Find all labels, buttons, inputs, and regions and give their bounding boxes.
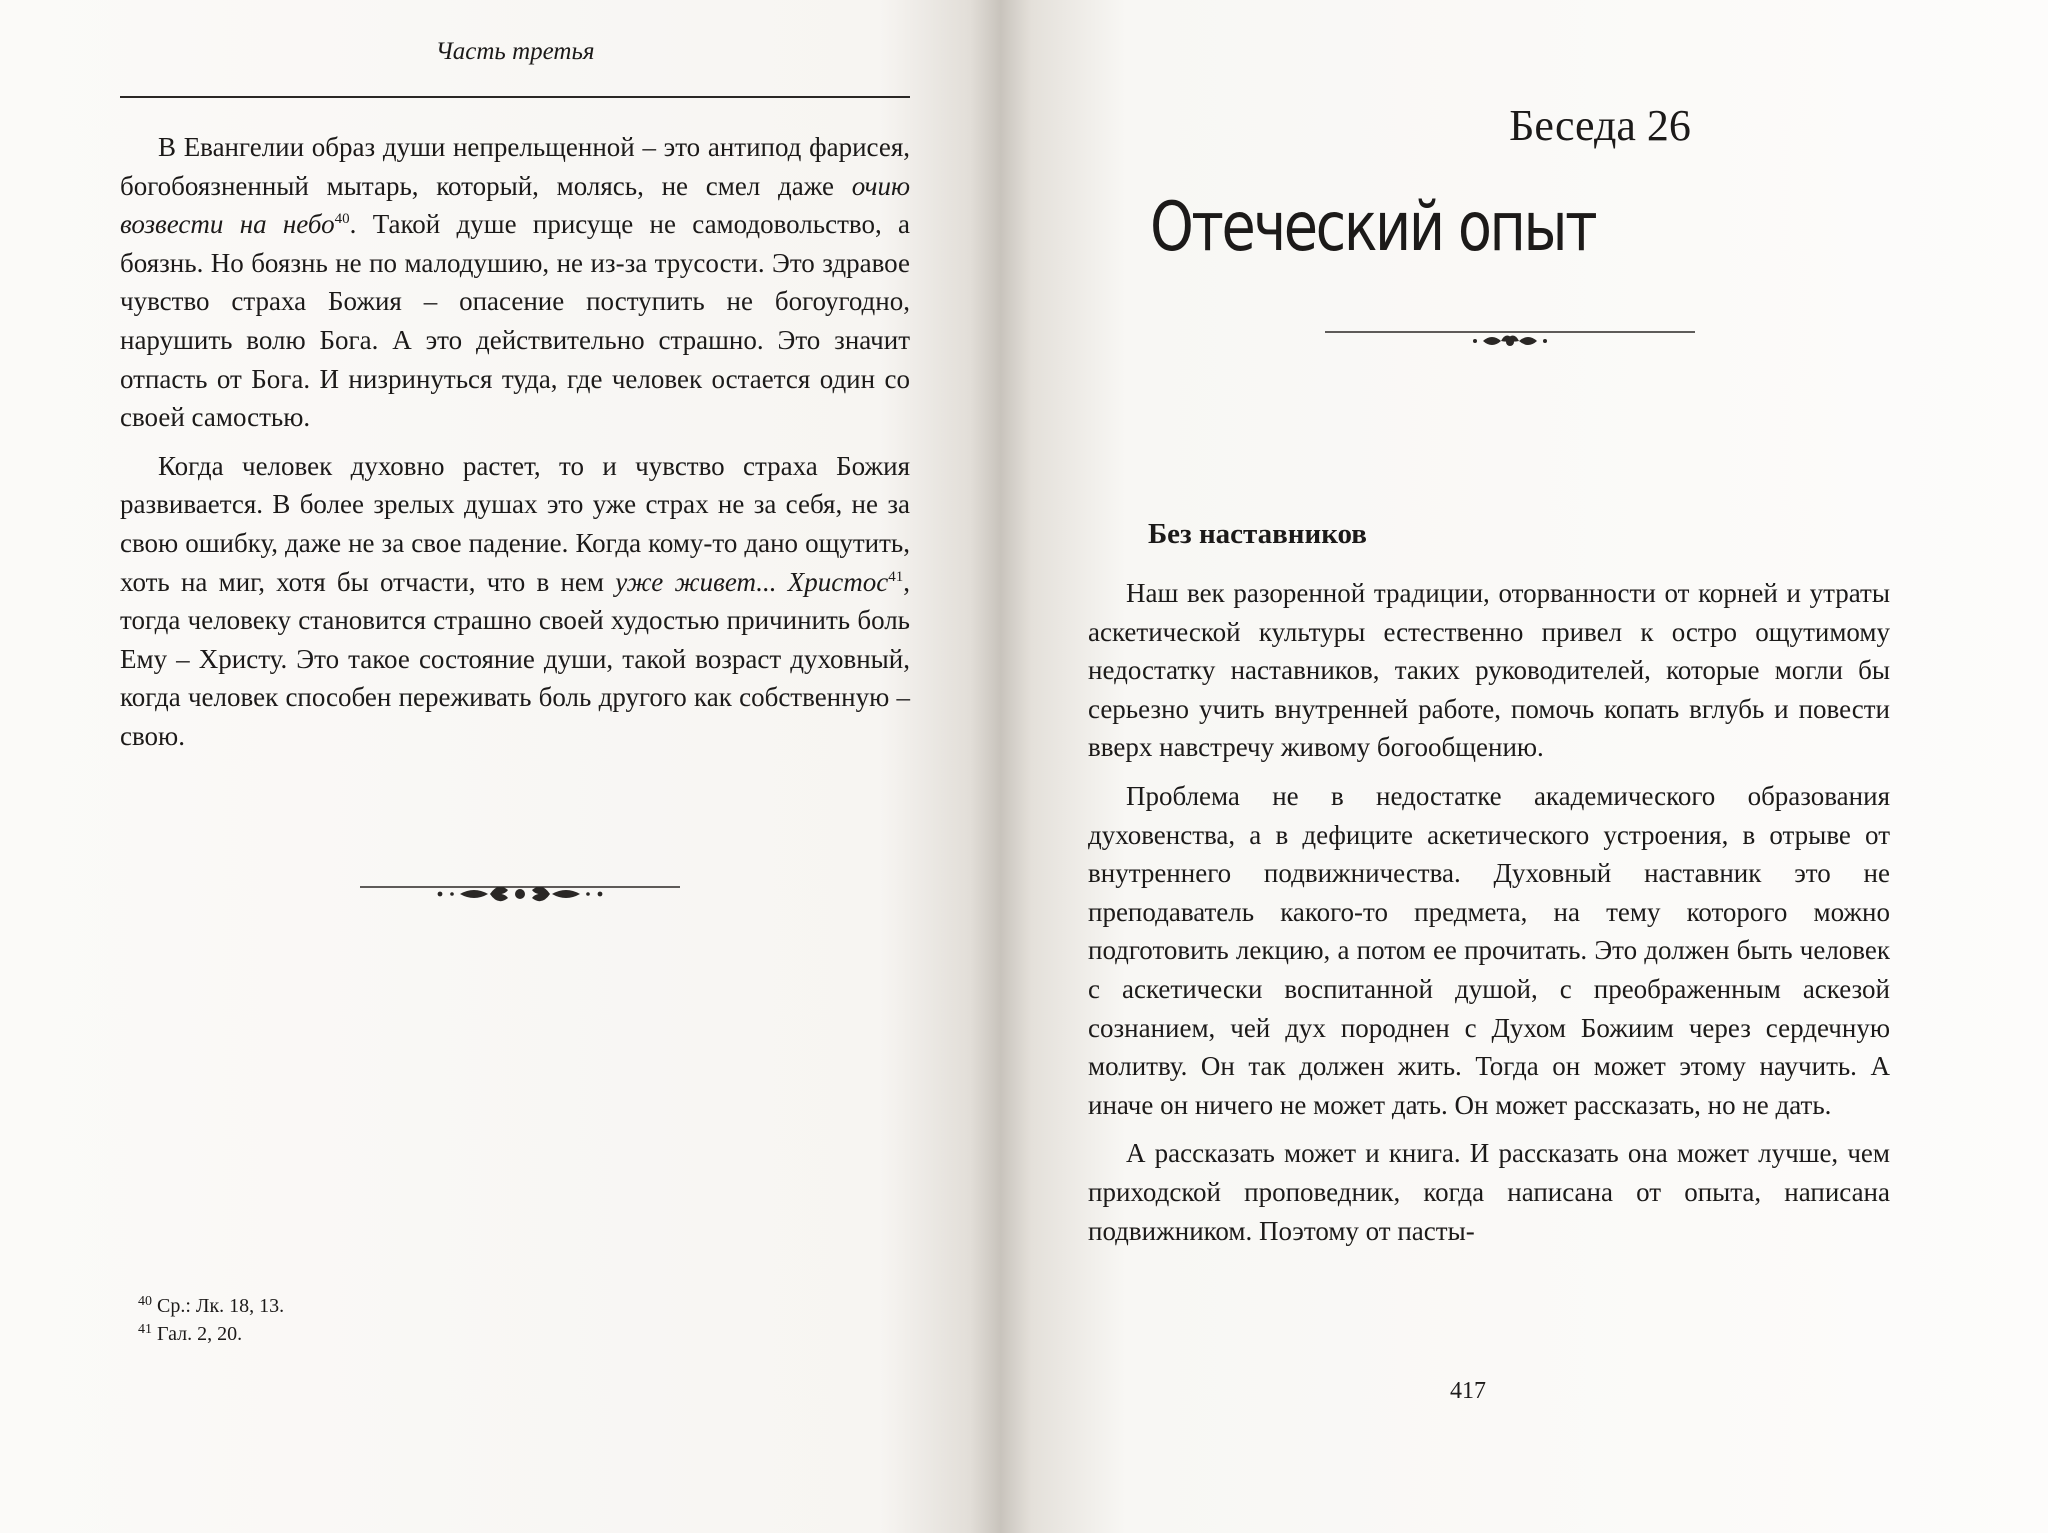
- paragraph: Наш век разоренной традиции, оторванности от корней и утраты аскетической культуры естественно привел к остро ощутимому недостатку наставников, таких руководителей, которые могли бы серьезно учить внутренней работе, помочь копать вглубь и повести вверх навстречу живому богообщению.: [1088, 578, 1890, 763]
- footnote: $^{40}$ Ср.: Лк. 18, 13.: [138, 1294, 285, 1317]
- ornament-divider: [360, 874, 680, 914]
- paragraph: А рассказать может и книга. И рассказать она может лучше, чем приходской проповедник, когда написана от опыта, написана подвижником. Поэтому от пасты-: [1088, 1138, 1890, 1246]
- page-number: 417: [1450, 1378, 1486, 1404]
- talk-label: Беседа 26: [1509, 101, 1691, 150]
- footnote-ref[interactable]: 41: [888, 568, 904, 585]
- title-ornament-divider: [1325, 322, 1695, 356]
- scripture-quote: уже живет... Христос: [615, 566, 889, 597]
- header-rule: [120, 96, 910, 98]
- scripture-quote: очию возвести на небо: [120, 170, 910, 240]
- paragraph: Когда человек духовно растет, то и чувство страха Божия развивается. В более зрелых душах это уже страх не за себя, не за свою ошибку, даже не за свое падение. Когда кому-то дано ощутить, хоть на миг, хотя бы отчасти, что в нем уже живет... Христос$^{41}$, тогда человеку становится страшно своей худостью причинить боль Ему – Христу. Это такое состояние души, такой возраст духовный, когда человек способен переживать боль другого как собственную – свою.: [120, 450, 910, 751]
- running-head: Часть третья: [435, 38, 595, 65]
- chapter-title: Отеческий опыт: [1150, 188, 1596, 267]
- footnotes: [138, 1292, 284, 1348]
- section-title: Без наставников: [1148, 518, 1367, 550]
- footnote: $^{41}$ Гал. 2, 20.: [138, 1322, 243, 1345]
- left-body-text: [120, 128, 910, 756]
- paragraph: Проблема не в недостатке академического образования духовенства, а в дефиците аскетического устроения, в отрыве от внутреннего подвижничества. Духовный наставник это не преподаватель какого-то предмета, на тему которого можно подготовить лекцию, а потом ее прочитать. Это должен быть человек с аскетически воспитанной душой, с преображенным аскезой сознанием, чей дух породнен с Духом Божиим через сердечную молитву. Он так должен жить. Тогда он может этому научить. А иначе он ничего не может дать. Он может рассказать, но не дать.: [1088, 780, 1890, 1120]
- paragraph: В Евангелии образ души непрельщенной – это антипод фарисея, богобоязненный мытарь, который, молясь, не смел даже очию возвести на небо$^{40}$. Такой душе присуще не самодовольство, а боязнь. Но боязнь не по малодушию, не из-за трусости. Это здравое чувство страха Божия – опасение поступить не богоугодно, нарушить волю Бога. А это действительно страшно. Это значит отпасть от Бога. И низринуться туда, где человек остается один со своей самостью.: [120, 132, 910, 433]
- right-body-text: [1088, 574, 1890, 1250]
- left-page: [0, 0, 1000, 1533]
- footnote-ref[interactable]: 40: [334, 211, 350, 228]
